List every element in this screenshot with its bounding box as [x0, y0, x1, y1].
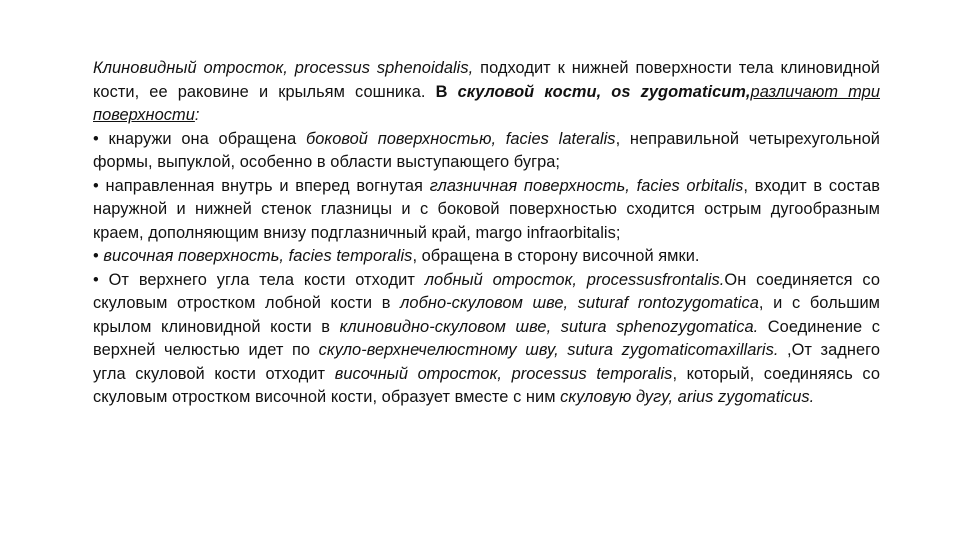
text-run: , и с большим крылом клиновидной кости в — [93, 294, 880, 336]
text-run: , входит в состав наружной и нижней стенок глазницы и с боковой поверхностью сходится острым дугообразным краем, дополняющим внизу подглазничный край, margo infraorbitalis; — [93, 176, 881, 242]
text-run: , который, соединяясь со скуловым отростком височной кости, образует вместе с ним — [93, 364, 880, 406]
text-run: скуло-верхнечелюстному шву, sutura zygomaticomaxillaris. — [318, 341, 779, 359]
text-run: подходит к нижней поверхности тела клиновидной кости, ее раковине и крыльям сошника. — [93, 59, 880, 101]
text-run: • направленная внутрь и вперед вогнутая — [93, 176, 430, 195]
text-run: Он соединяется со скуловым отростком лобной кости в — [93, 270, 880, 312]
text-run: • От верхнего угла тела кости отходит — [93, 270, 425, 289]
text-paragraph — [93, 175, 880, 246]
slide-text-body — [93, 57, 880, 410]
text-paragraph — [93, 269, 880, 410]
text-run: • — [93, 247, 104, 265]
text-run: различают три поверхности — [93, 82, 880, 124]
text-paragraph — [93, 57, 880, 128]
text-run: В — [435, 82, 458, 101]
text-run: скуловой кости, os zygomaticum, — [457, 82, 751, 101]
text-run: Соединение с верхней челюстью идет по — [93, 317, 880, 359]
text-run: , неправильной четырехугольной формы, выпуклой, особенно в области выступающего бугра; — [93, 129, 881, 171]
text-run: • кнаружи она обращена — [93, 129, 306, 148]
text-run: скуловую дугу, arius zygomaticus. — [560, 388, 815, 406]
text-run: клиновидно-скуловом шве, sutura sphenozygomatica. — [339, 317, 759, 336]
text-paragraph — [93, 128, 880, 175]
text-run: височный отросток, processus temporalis — [334, 364, 673, 383]
text-run: лобный отросток, processusfrontalis. — [424, 270, 725, 289]
text-run: глазничная поверхность, facies orbitalis — [429, 176, 744, 195]
text-paragraph — [93, 245, 880, 269]
text-run: лобно-скуловом шве, suturaf rontozygomatica — [400, 294, 759, 312]
text-run: височная поверхность, facies temporalis — [103, 247, 413, 265]
text-run: ,От заднего угла скуловой кости отходит — [93, 341, 880, 383]
text-run: , обращена в сторону височной ямки. — [412, 247, 700, 265]
text-run: Клиновидный отросток, processus sphenoidalis, — [93, 59, 481, 77]
text-run: боковой поверхностью, facies lateralis — [306, 129, 616, 148]
text-run: : — [194, 106, 200, 124]
